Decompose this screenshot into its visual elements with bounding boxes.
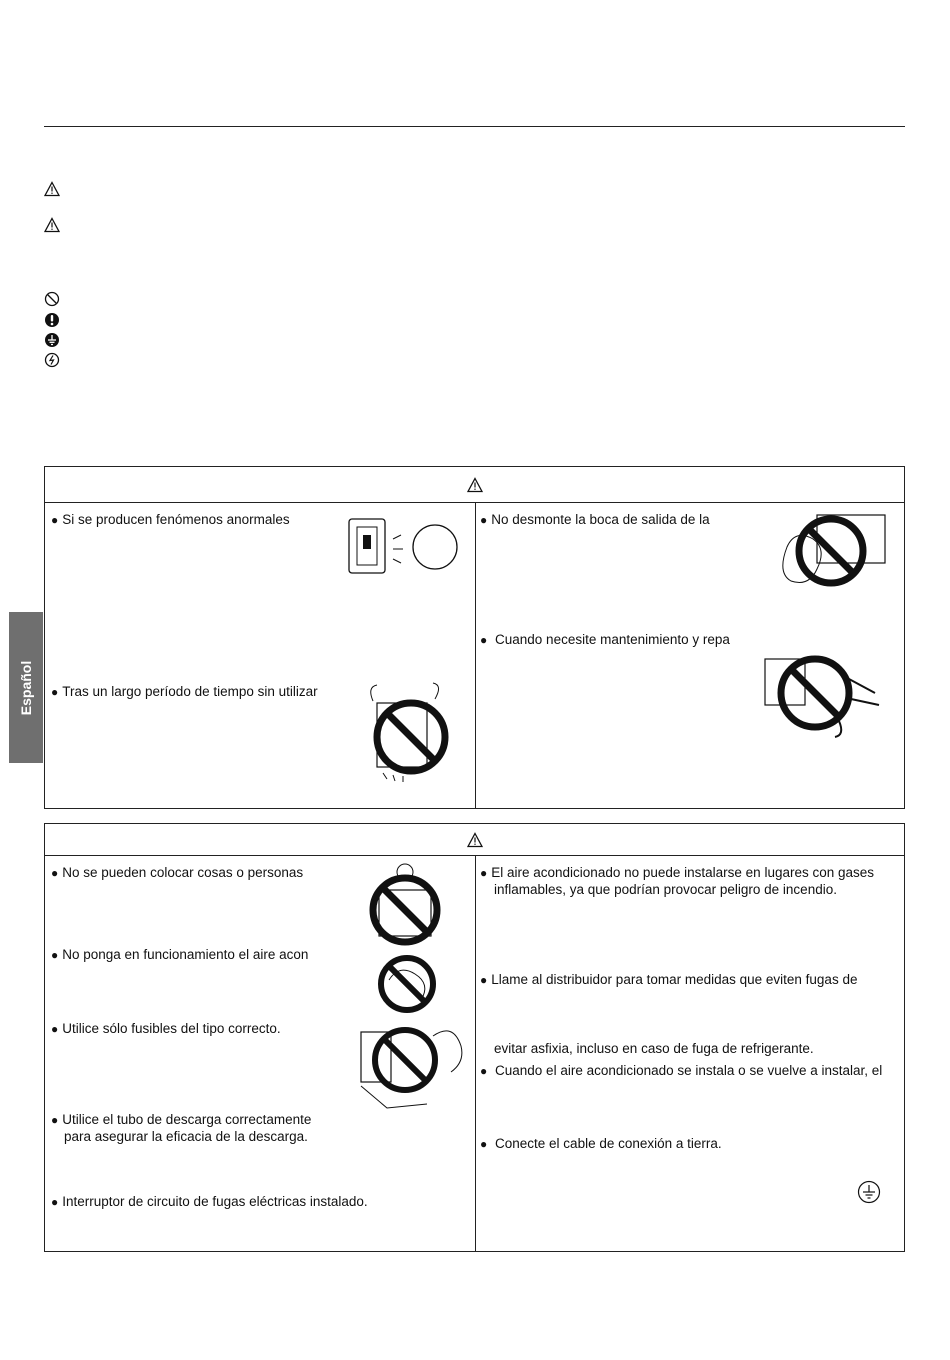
ground-icon [44,332,60,348]
list-item: ● Cuando el aire acondicionado se instala o se vuelve a instalar, el [480,1063,883,1078]
prohibited-illustration [357,1016,465,1112]
circuit-breaker-illustration [343,513,463,583]
list-item-continuation: para asegurar la eficacia de la descarga. [64,1129,308,1144]
warning-triangle-icon [467,832,483,848]
list-item-continuation: inflamables, ya que podrían provocar peligro de incendio. [494,882,837,897]
warning-triangle-icon [467,477,483,493]
list-item: ● Interruptor de circuito de fugas eléctricas instalado. [51,1194,368,1209]
list-item: ● Tras un largo período de tiempo sin utilizar [51,684,318,699]
list-item: ● Conecte el cable de conexión a tierra. [480,1136,722,1151]
column-divider [475,503,476,808]
warning-box-1 [44,466,905,809]
prohibited-illustration [363,681,459,791]
prohibited-illustration [375,950,445,1016]
electric-shock-icon [44,352,60,368]
list-item: ● El aire acondicionado no puede instalarse en lugares con gases [480,865,875,880]
language-label: Español [18,660,34,715]
warning-box-2 [44,823,905,1252]
prohibited-illustration [365,860,445,946]
list-item: ● No desmonte la boca de salida de la [480,512,710,527]
language-side-tab [9,612,43,763]
list-item: ● Utilice el tubo de descarga correctamente [51,1112,312,1127]
prohibited-illustration [781,507,891,597]
warning-triangle-icon [44,181,60,197]
list-item: ● No se pueden colocar cosas o personas [51,865,304,880]
warning-box-1-header [45,467,904,503]
list-item: ● Llame al distribuidor para tomar medidas que eviten fugas de [480,972,858,987]
warning-box-2-header [45,824,904,856]
list-item-continuation: evitar asfixia, incluso en caso de fuga de refrigerante. [494,1041,814,1056]
header-rule [44,126,905,127]
mandatory-icon [44,312,60,328]
ground-icon [857,1180,881,1204]
prohibited-illustration [759,643,889,743]
column-divider [475,856,476,1251]
list-item: ● Cuando necesite mantenimiento y repa [480,632,730,647]
prohibited-icon [44,291,60,307]
list-item: ● Utilice sólo fusibles del tipo correcto. [51,1021,281,1036]
warning-triangle-icon [44,217,60,233]
list-item: ● Si se producen fenómenos anormales [51,512,290,527]
list-item: ● No ponga en funcionamiento el aire acon [51,947,309,962]
